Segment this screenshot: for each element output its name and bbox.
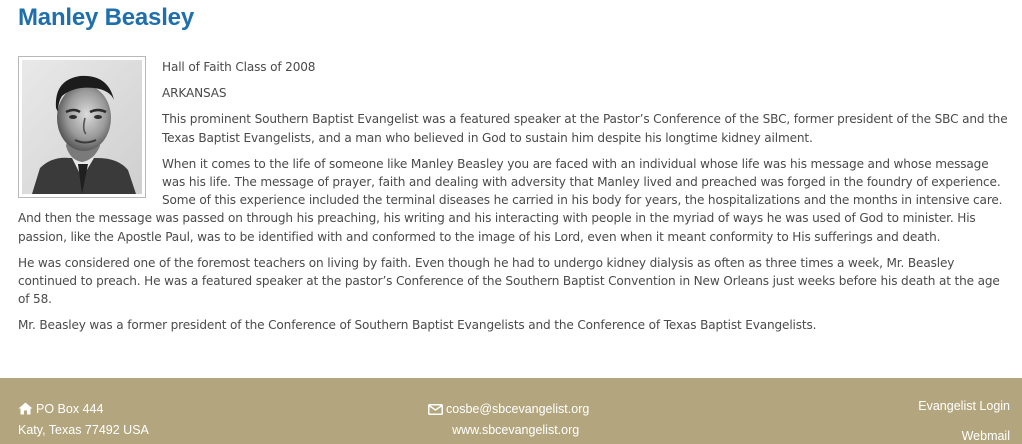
address-line-1: PO Box 444 xyxy=(36,402,104,416)
profile-photo xyxy=(18,56,146,198)
bio-paragraph-2: When it comes to the life of someone like Manley Beasley you are faced with an individual whose life was his message and whose message was his life. The message of prayer, faith and dealing with adversity that Manley lived and preached was forged in the foundry of experience. Some of this experience included the terminal diseases he carried in his body for years, the hospitalizations and the months in intensive care. And then the message was passed on through his preaching, his writing and his interacting with people in the myriad of ways he was used of God to minister. His passion, like the Apostle Paul, was to be identified with and conformed to the image of his Lord, even when it meant conformity to His sufferings and death. xyxy=(18,156,1003,244)
article-body xyxy=(18,56,1013,343)
portrait-image xyxy=(22,60,142,194)
email-link[interactable]: cosbe@sbcevangelist.org xyxy=(446,402,590,416)
webmail-link[interactable]: Webmail xyxy=(961,429,1010,443)
footer-address xyxy=(18,400,149,440)
state-label: ARKANSAS xyxy=(162,86,227,101)
website-link[interactable]: www.sbcevangelist.org xyxy=(452,423,580,437)
home-icon xyxy=(18,402,33,421)
bio-paragraph-3: He was considered one of the foremost teachers on living by faith. Even though he had to undergo kidney dialysis as often as three times a week, Mr. Beasley continued to preach. He was a featured speaker at the pastor’s Conference of the Southern Baptist Convention in New Orleans just weeks before his death at the age of 58. xyxy=(18,255,1000,307)
evangelist-login-link[interactable]: Evangelist Login xyxy=(918,399,1010,413)
footer-contact xyxy=(428,400,589,440)
bio-paragraph-4: Mr. Beasley was a former president of the Conference of Southern Baptist Evangelists and the Conference of Texas Baptist Evangelists. xyxy=(18,318,817,333)
hall-of-faith-class: Hall of Faith Class of 2008 xyxy=(162,60,316,74)
address-line-2: Katy, Texas 77492 USA xyxy=(18,423,149,437)
envelope-icon xyxy=(428,402,443,421)
bio-paragraph-1: This prominent Southern Baptist Evangelist was a featured speaker at the Pastor’s Conference of the SBC, former president of the SBC and the Texas Baptist Evangelists, and a man who believed in God to sustain him despite his longtime kidney ailment. xyxy=(162,112,1008,145)
site-footer xyxy=(0,378,1022,444)
page-title: Manley Beasley xyxy=(18,4,194,31)
